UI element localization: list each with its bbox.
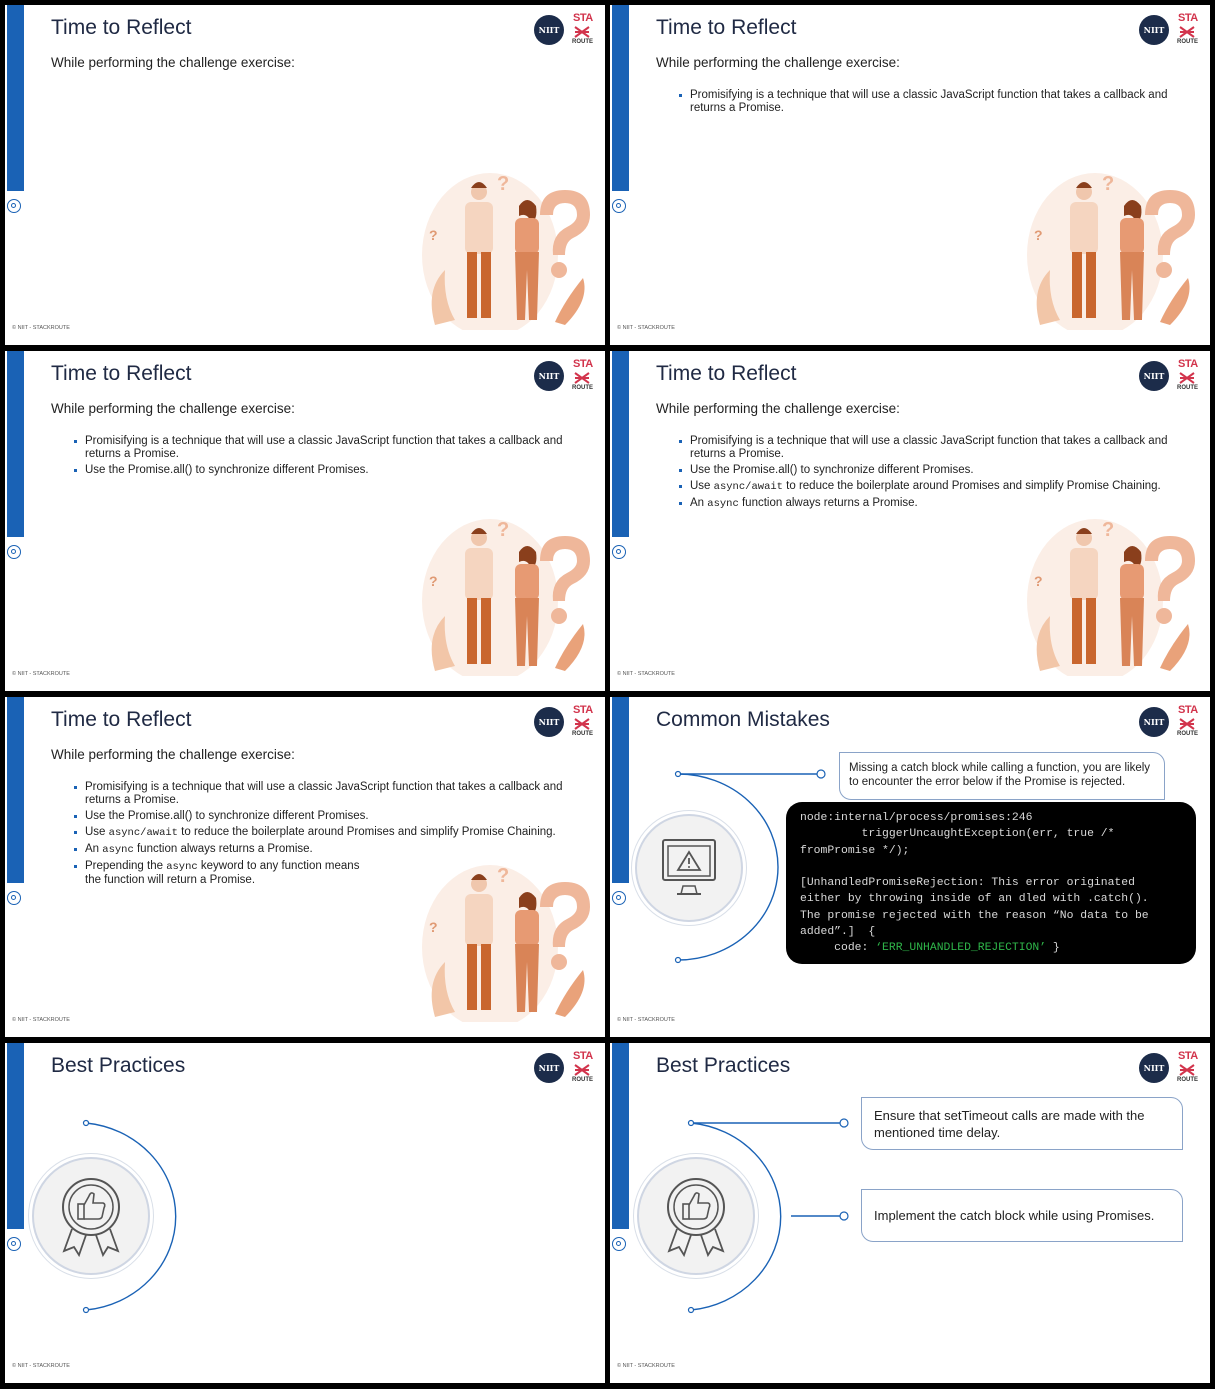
sta-logo-text: STA — [1178, 704, 1198, 716]
svg-text:?: ? — [497, 865, 510, 887]
bullet-item: Use async/await to reduce the boilerplate around Promises and simplify Promise Chaining. — [678, 480, 1198, 494]
slide-subtitle: While performing the challenge exercise: — [51, 747, 295, 762]
route-logo-text: ROUTE — [1177, 39, 1198, 45]
route-logo-text: ROUTE — [572, 731, 593, 737]
slide-title: Time to Reflect — [656, 16, 797, 39]
bullet-list — [73, 435, 593, 480]
svg-text:?: ? — [429, 919, 438, 935]
people-question-illustration — [415, 160, 595, 330]
bullet-item: Use async/await to reduce the boilerplate around Promises and simplify Promise Chaining. — [73, 826, 593, 840]
bullet-list — [678, 89, 1198, 118]
warning-monitor-icon — [635, 814, 743, 922]
sta-logo-text: STA — [573, 358, 593, 370]
people-question-illustration — [1020, 506, 1200, 676]
footer-copyright: © NIIT - STACKROUTE — [617, 1363, 675, 1369]
slide-2 — [610, 5, 1210, 345]
footer-copyright: © NIIT - STACKROUTE — [12, 671, 70, 677]
slide-6 — [610, 697, 1210, 1037]
bullet-list — [678, 435, 1198, 514]
route-logo-text: ROUTE — [572, 385, 593, 391]
slide-title: Time to Reflect — [51, 708, 192, 731]
footer-copyright: © NIIT - STACKROUTE — [12, 325, 70, 331]
route-logo-text: ROUTE — [1177, 1077, 1198, 1083]
bullet-item: Use the Promise.all() to synchronize different Promises. — [678, 464, 1198, 477]
best-practice-1: Ensure that setTimeout calls are made with the mentioned time delay. — [861, 1097, 1183, 1150]
slide-4 — [610, 351, 1210, 691]
slide-3 — [5, 351, 605, 691]
niit-logo: NIIT — [1139, 15, 1169, 45]
people-question-illustration — [415, 506, 595, 676]
niit-logo: NIIT — [534, 15, 564, 45]
accent-bar — [7, 5, 24, 191]
slide-title: Time to Reflect — [656, 362, 797, 385]
svg-text:?: ? — [429, 227, 438, 243]
footer-copyright: © NIIT - STACKROUTE — [617, 1017, 675, 1023]
slide-subtitle: While performing the challenge exercise: — [51, 401, 295, 416]
sta-logo-text: STA — [573, 704, 593, 716]
bullet-item: Promisifying is a technique that will use a classic JavaScript function that takes a callback and returns a Promise. — [73, 435, 593, 461]
footer-copyright: © NIIT - STACKROUTE — [12, 1017, 70, 1023]
niit-logo: NIIT — [1139, 1053, 1169, 1083]
people-question-illustration — [1020, 160, 1200, 330]
stackroute-logo — [571, 704, 595, 740]
accent-bar — [612, 351, 629, 537]
target-icon — [612, 545, 626, 559]
svg-text:?: ? — [1102, 173, 1115, 195]
svg-text:?: ? — [1102, 519, 1115, 541]
bullet-item: An async function always returns a Promise. — [678, 497, 1198, 511]
accent-bar — [7, 697, 24, 883]
svg-text:?: ? — [1034, 227, 1043, 243]
niit-logo: NIIT — [534, 1053, 564, 1083]
slide-title: Time to Reflect — [51, 16, 192, 39]
svg-text:?: ? — [429, 573, 438, 589]
footer-copyright: © NIIT - STACKROUTE — [617, 325, 675, 331]
niit-logo: NIIT — [534, 707, 564, 737]
thumbs-up-badge-icon — [32, 1157, 150, 1275]
stackroute-logo — [1176, 12, 1200, 48]
stackroute-logo — [571, 12, 595, 48]
stackroute-logo — [1176, 358, 1200, 394]
target-icon — [612, 199, 626, 213]
sta-logo-text: STA — [1178, 12, 1198, 24]
people-question-illustration — [415, 852, 595, 1022]
svg-text:?: ? — [1034, 573, 1043, 589]
route-logo-text: ROUTE — [1177, 385, 1198, 391]
sta-logo-text: STA — [1178, 358, 1198, 370]
bullet-item: Promisifying is a technique that will use a classic JavaScript function that takes a callback and returns a Promise. — [73, 781, 593, 807]
target-icon — [7, 891, 21, 905]
route-logo-text: ROUTE — [572, 1077, 593, 1083]
niit-logo: NIIT — [1139, 707, 1169, 737]
sta-logo-text: STA — [1178, 1050, 1198, 1062]
bullet-item: Prepending the async keyword to any function means the function will return a Promise. — [73, 860, 375, 887]
slide-title: Common Mistakes — [656, 708, 830, 731]
route-logo-text: ROUTE — [572, 39, 593, 45]
slide-subtitle: While performing the challenge exercise: — [51, 55, 295, 70]
bullet-item: An async function always returns a Promise. — [73, 843, 593, 857]
thumbs-up-badge-icon — [637, 1157, 755, 1275]
footer-copyright: © NIIT - STACKROUTE — [617, 671, 675, 677]
slide-7 — [5, 1043, 605, 1383]
svg-text:?: ? — [497, 173, 510, 195]
sta-logo-text: STA — [573, 1050, 593, 1062]
target-icon — [7, 199, 21, 213]
accent-bar — [7, 351, 24, 537]
accent-bar — [612, 5, 629, 191]
best-practice-2: Implement the catch block while using Promises. — [861, 1189, 1183, 1242]
bullet-item: Use the Promise.all() to synchronize different Promises. — [73, 464, 593, 477]
slide-title: Best Practices — [51, 1054, 186, 1077]
footer-copyright: © NIIT - STACKROUTE — [12, 1363, 70, 1369]
target-icon — [7, 545, 21, 559]
niit-logo: NIIT — [534, 361, 564, 391]
bullet-item: Use the Promise.all() to synchronize different Promises. — [73, 810, 593, 823]
bullet-item: Promisifying is a technique that will use a classic JavaScript function that takes a callback and returns a Promise. — [678, 435, 1198, 461]
slide-8 — [610, 1043, 1210, 1383]
niit-logo: NIIT — [1139, 361, 1169, 391]
bullet-item: Promisifying is a technique that will use a classic JavaScript function that takes a callback and returns a Promise. — [678, 89, 1198, 115]
slide-title: Time to Reflect — [51, 362, 192, 385]
sta-logo-text: STA — [573, 12, 593, 24]
svg-text:?: ? — [497, 519, 510, 541]
slide-title: Best Practices — [656, 1054, 791, 1077]
route-logo-text: ROUTE — [1177, 731, 1198, 737]
slide-5 — [5, 697, 605, 1037]
slide-subtitle: While performing the challenge exercise: — [656, 401, 900, 416]
slide-1 — [5, 5, 605, 345]
mistake-callout: Missing a catch block while calling a function, you are likely to encounter the error below if the Promise is rejected. — [839, 752, 1165, 800]
error-code-block: node:internal/process/promises:246 triggerUncaughtException(err, true /* fromPromise */); [UnhandledPromiseRejection: This error originated either by throwing inside of an dled with .catch(). The promise rejected with the reason “No data to be added”.] { code: ‘ERR_UNHANDLED_REJECTION’ } — [786, 802, 1196, 964]
slide-subtitle: While performing the challenge exercise: — [656, 55, 900, 70]
stackroute-logo — [571, 358, 595, 394]
